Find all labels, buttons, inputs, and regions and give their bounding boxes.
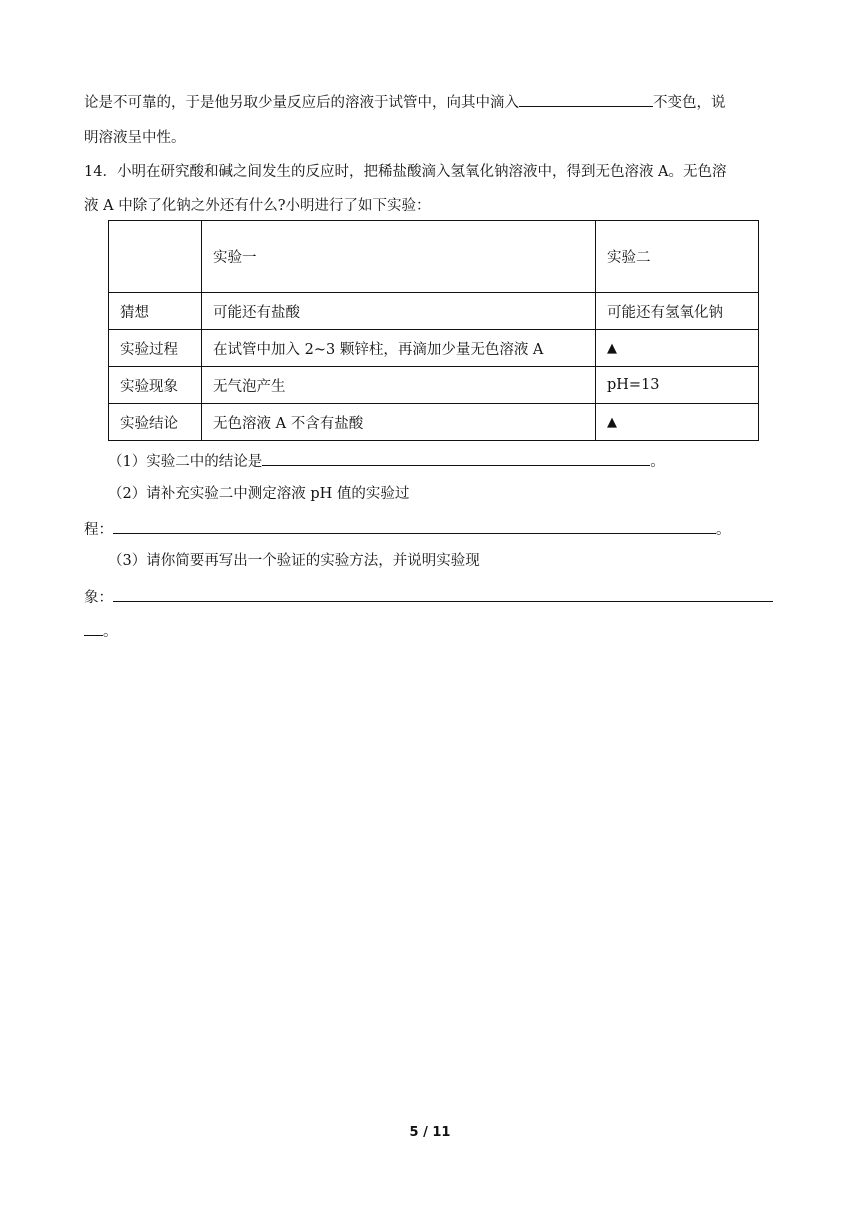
- table-row-label: 实验过程: [109, 330, 202, 367]
- sub-question-2-end: 。: [716, 522, 731, 538]
- table-cell: 无色溶液 A 不含有盐酸: [202, 404, 596, 441]
- question-number: 14．: [84, 164, 117, 180]
- answer-blank-q2[interactable]: [113, 519, 716, 534]
- question-text-1: 小明在研究酸和碱之间发生的反应时，把稀盐酸滴入氢氧化钠溶液中，得到无色溶液 A。无色溶: [116, 164, 727, 180]
- table-cell: 在试管中加入 2~3 颗锌柱，再滴加少量无色溶液 A: [202, 330, 596, 367]
- answer-blank-q3[interactable]: [113, 587, 773, 602]
- table-row: [109, 330, 759, 367]
- triangle-placeholder-icon: ▲: [596, 330, 759, 367]
- table-cell: 可能还有氢氧化钠: [596, 293, 759, 330]
- table-header-row: [109, 221, 759, 293]
- sub-question-2-line-1: （2）请补充实验二中测定溶液 pH 值的实验过: [108, 486, 410, 502]
- table-cell: pH=13: [596, 367, 759, 404]
- table-row: [109, 367, 759, 404]
- question-14-line-2: 液 A 中除了化钠之外还有什么?小明进行了如下实验：: [84, 198, 431, 214]
- intro-text-before-blank: 论是不可靠的，于是他另取少量反应后的溶液于试管中，向其中滴入: [84, 95, 519, 111]
- sub-question-3-line-1: （3）请你简要再写出一个验证的实验方法，并说明实验现: [108, 553, 480, 569]
- sub-question-1: [108, 451, 665, 472]
- table-row-label: 猜想: [109, 293, 202, 330]
- table-row: [109, 404, 759, 441]
- answer-blank-q3-continued[interactable]: [84, 621, 103, 636]
- sub-question-2-prefix: 程：: [84, 522, 113, 538]
- sub-question-1-end: 。: [650, 454, 665, 470]
- table-row-label: 实验结论: [109, 404, 202, 441]
- sub-question-3-prefix: 象：: [84, 590, 113, 606]
- table-header-cell-empty: [109, 221, 202, 293]
- sub-question-3-line-3: [84, 621, 118, 642]
- page-number: 5 / 11: [409, 1125, 451, 1140]
- table-cell: 无气泡产生: [202, 367, 596, 404]
- table-row-label: 实验现象: [109, 367, 202, 404]
- intro-line-1: [84, 92, 726, 113]
- table-header-cell-exp2: 实验二: [596, 221, 759, 293]
- answer-blank-indicator[interactable]: [519, 92, 653, 107]
- intro-text-after-blank: 不变色，说: [653, 95, 726, 111]
- table-cell: 可能还有盐酸: [202, 293, 596, 330]
- sub-question-3-line-2: [84, 587, 773, 608]
- experiment-table: [108, 220, 759, 441]
- sub-question-3-end: 。: [103, 624, 118, 640]
- table-header-cell-exp1: 实验一: [202, 221, 596, 293]
- triangle-placeholder-icon: ▲: [596, 404, 759, 441]
- table-row: [109, 293, 759, 330]
- answer-blank-q1[interactable]: [262, 451, 650, 466]
- question-14-line-1: [84, 162, 727, 182]
- sub-question-2-line-2: [84, 519, 731, 540]
- intro-line-2: 明溶液呈中性。: [84, 130, 186, 146]
- sub-question-1-text: （1）实验二中的结论是: [108, 454, 263, 470]
